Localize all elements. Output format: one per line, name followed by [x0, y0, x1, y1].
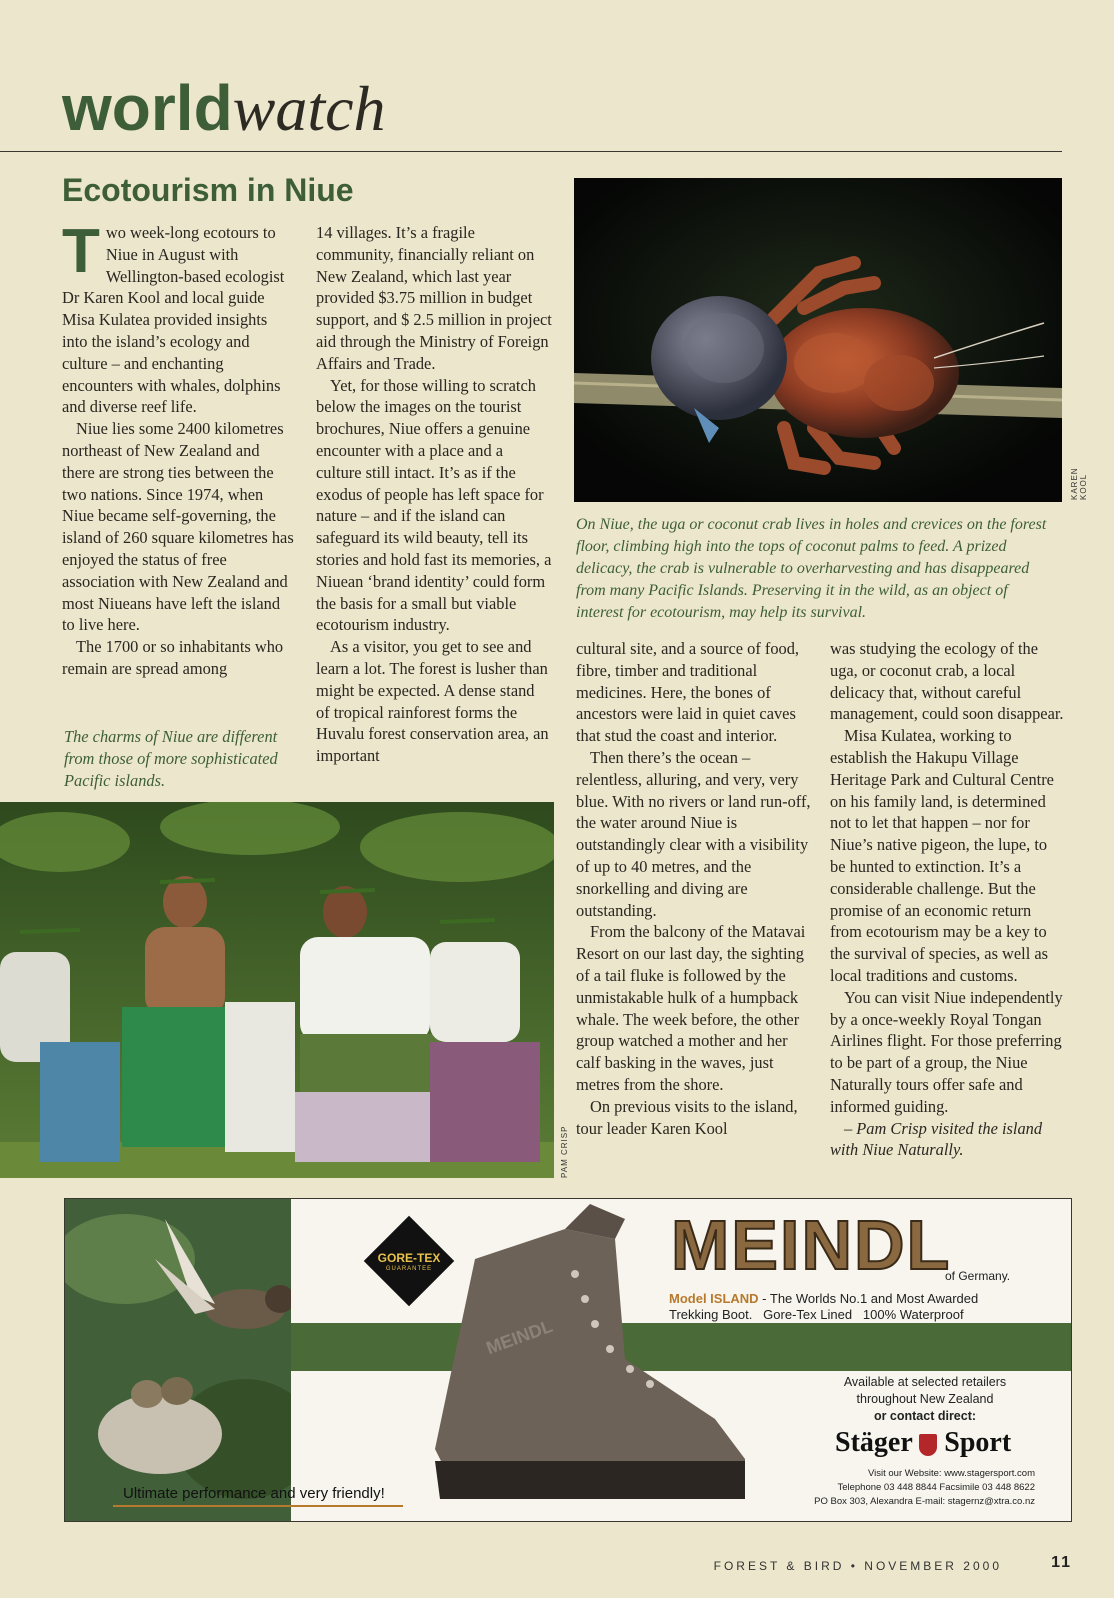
- ad-contact: [795, 1467, 1035, 1509]
- paragraph: Misa Kulatea, working to establish the Hakupu Village Heritage Park and Cultural Centre on his family land, is determined not to let that happen – nor for Niue’s native pigeon, the lupe, to be hunted to extinction. It’s a considerable challenge. But the promise of an economic return from ecotourism may be a key to the survival of species, as well as local traditions and customs.: [830, 726, 1054, 985]
- article-headline: Ecotourism in Niue: [62, 172, 354, 208]
- paragraph: Then there’s the ocean – relentless, alluring, and very, very blue. With no rivers or land run-off, the water around Niue is outstandingly clear with a visibility of up to 40 metres, and the snorkelling and diving are outstanding.: [576, 747, 811, 920]
- dancers-illustration: [0, 802, 554, 1178]
- paragraph: You can visit Niue independently by a once-weekly Royal Tongan Airlines flight. For those preferring to be part of a group, the Niue Naturally tours offer safe and informed guiding.: [830, 987, 1063, 1116]
- crab-caption: On Niue, the uga or coconut crab lives in holes and crevices on the forest floor, climbing high into the tops of coconut palms to feed. A prized delicacy, the crab is vulnerable to overharvesting and has disappeared from many Pacific Islands. Preserving it in the wild, as an object of interest for ecotourism, may help its survival.: [576, 516, 1047, 621]
- retail-line-2: throughout New Zealand: [856, 1392, 994, 1406]
- pull-quote: The charms of Niue are different from those of more sophisticated Pacific islands.: [64, 727, 278, 790]
- tagline-text: - The Worlds No.1 and Most Awarded: [758, 1291, 979, 1306]
- goretex-guarantee: GUARANTEE: [385, 1266, 433, 1272]
- article-column-3: [576, 638, 812, 1139]
- paragraph: On previous visits to the island, tour leader Karen Kool: [576, 1096, 798, 1138]
- ad-phone: Telephone 03 448 8844 Facsimile 03 448 8622: [837, 1482, 1035, 1493]
- boot-brand-stamp: MEINDL: [483, 1315, 556, 1359]
- fantail-bird-illustration: [65, 1199, 291, 1521]
- goretex-label: GORE-TEX: [377, 1251, 441, 1265]
- slogan-underline: [113, 1505, 403, 1507]
- masthead-watch: watch: [232, 73, 386, 144]
- page-number: 11: [1051, 1554, 1072, 1571]
- paragraph: cultural site, and a source of food, fibre, timber and traditional medicines. Here, the bones of ancestors were laid in quiet caves that stud the coast and interior.: [576, 639, 800, 746]
- masthead: [62, 68, 386, 149]
- retail-line-3: or contact direct:: [873, 1409, 977, 1423]
- ad-website: Visit our Website: www.stagersport.com: [867, 1468, 1035, 1479]
- paragraph: Niue lies some 2400 kilometres northeast of New Zealand and there are strong ties between the two nations. Since 1974, when Niue became self-governing, the island of 260 square kilometres has enjoyed the status of free association with New Zealand and most Niueans have left the island to live here.: [62, 419, 294, 635]
- photo-credit-dancers: PAM CRISP: [560, 1125, 569, 1178]
- stager-text: Stäger: [835, 1427, 913, 1458]
- dancers-photo: [0, 802, 554, 1178]
- article-column-4: [830, 638, 1066, 1161]
- meindl-logo: MEINDL: [671, 1206, 952, 1284]
- paragraph: The 1700 or so inhabitants who remain are spread among: [62, 637, 284, 678]
- meindl-of-germany: of Germany.: [945, 1269, 1011, 1283]
- model-island-label: Model ISLAND: [669, 1291, 759, 1306]
- crab-illustration: [574, 178, 1062, 502]
- paragraph: 14 villages. It’s a fragile community, financially reliant on New Zealand, which last year provided $3.75 million in budget support, and $ 2.5 million in project aid through the Ministry of Foreign Affairs and Trade.: [316, 223, 552, 373]
- meindl-advertisement: [64, 1198, 1072, 1522]
- paragraph: Yet, for those willing to scratch below the images on the tourist brochures, Niue offers a genuine encounter with a place and a culture still intact. It’s as if the exodus of people has left space for nature – and if the island can safeguard its wild beauty, tell its stories and hold fast its memories, a Niuean ‘brand identity’ could form the basis for a small but viable ecotourism industry.: [316, 375, 552, 635]
- article-column-2: [316, 222, 552, 767]
- ad-tagline-1: [669, 1291, 978, 1306]
- retail-info: [815, 1374, 1035, 1425]
- retail-line-1: Available at selected retailers: [843, 1375, 1007, 1389]
- stager-sport-logo: [835, 1427, 1011, 1459]
- byline: – Pam Crisp visited the island with Niue Naturally.: [830, 1118, 1043, 1160]
- ad-slogan: Ultimate performance and very friendly!: [123, 1485, 385, 1502]
- page-footer: FOREST & BIRD • NOVEMBER 2000: [713, 1559, 1002, 1573]
- ad-address: PO Box 303, Alexandra E-mail: stagernz@xtra.co.nz: [814, 1496, 1035, 1507]
- ad-forest-image: [65, 1199, 291, 1521]
- masthead-world: world: [62, 72, 233, 144]
- ad-tagline-2: Trekking Boot. Gore-Tex Lined 100% Waterproof: [669, 1307, 964, 1322]
- paragraph: was studying the ecology of the uga, or coconut crab, a local delicacy that, without careful management, could soon disappear.: [830, 639, 1064, 724]
- paragraph: wo week-long ecotours to Niue in August with Wellington-based ecologist Dr Karen Kool and local guide Misa Kulatea provided insights into the island’s ecology and culture – and enchanting encounters with whales, dolphins and diverse reef life.: [62, 223, 285, 417]
- article-column-1: [62, 217, 294, 680]
- drop-cap: T: [62, 217, 100, 286]
- header-rule: [0, 151, 1062, 152]
- coconut-crab-photo: [574, 178, 1062, 502]
- sport-text: Sport: [944, 1427, 1012, 1458]
- stager-shield-icon: [919, 1434, 937, 1456]
- paragraph: From the balcony of the Matavai Resort on our last day, the sighting of a tail fluke is followed by the unmistakable hulk of a humpback whale. The week before, the other group watched a mother and her calf basking in the waves, just metres from the shore.: [576, 922, 806, 1094]
- paragraph: As a visitor, you get to see and learn a lot. The forest is lusher than might be expected. A dense stand of tropical rainforest forms the Huvalu forest conservation area, an important: [316, 637, 549, 766]
- photo-credit-crab: KAREN KOOL: [1070, 467, 1088, 500]
